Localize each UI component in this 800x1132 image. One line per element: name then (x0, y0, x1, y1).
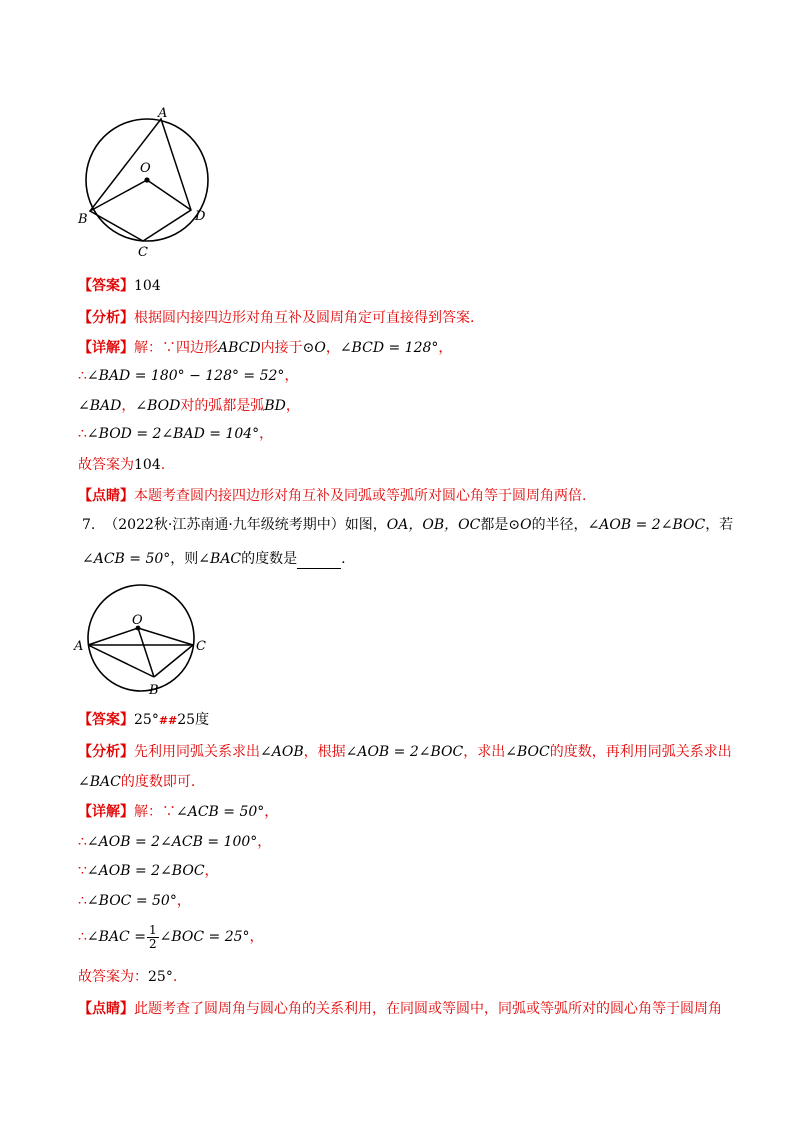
question-text: （2022秋·江苏南通·九年级统考期中）如图， (104, 517, 387, 533)
answer-value: 25° (134, 712, 159, 728)
therefore-symbol: ∴ (78, 929, 87, 945)
label-a: A (74, 639, 84, 654)
analysis-text: ，求出 (463, 744, 506, 760)
punct: ， (284, 368, 299, 384)
answer-separator: ## (158, 714, 178, 727)
analysis-line-7-1 (78, 742, 732, 762)
punct: ， (285, 398, 300, 414)
math-angle-bad: ∠BAD (78, 398, 122, 414)
punct: ， (264, 804, 279, 820)
detail-line-6-1 (78, 338, 452, 358)
question-text: ，则 (170, 551, 199, 567)
answer-value: 104 (134, 278, 161, 294)
label-b: B (78, 212, 88, 227)
punct: ， (325, 340, 340, 356)
math-angle-aob-relation: ∠AOB = 2∠BOC (345, 744, 464, 760)
analysis-tag: 【分析】 (78, 744, 134, 760)
math-abcd: ABCD (218, 340, 261, 356)
answer-tag: 【答案】 (78, 278, 134, 294)
segment-bc (154, 645, 193, 677)
analysis-text: 先利用同弧关系求出 (134, 744, 260, 760)
comment-text: 此题考查了圆周角与圆心角的关系利用，在同圆或等圆中，同弧或等弧所对的圆心角等于圆周角 (134, 1001, 722, 1017)
figure-circle-aob (72, 582, 212, 702)
math-angle-acb: ∠ACB = 50° (176, 804, 265, 820)
comment-line-6 (78, 486, 586, 506)
punct: . (160, 457, 166, 473)
analysis-text: ，根据 (303, 744, 346, 760)
question-text: 都是 (480, 517, 509, 533)
analysis-text: 的度数，再利用同弧关系求出 (549, 744, 732, 760)
segment-ob (90, 180, 147, 211)
because-symbol: ∵ (78, 863, 87, 879)
math-radii: OA，OB，OC (386, 517, 481, 533)
punct: . (172, 969, 178, 985)
answer-value: 25 (177, 712, 196, 728)
label-o: O (132, 613, 143, 628)
fraction-one-half (147, 924, 159, 951)
question-text: 的半径， (531, 517, 588, 533)
label-d: D (195, 209, 206, 224)
question-text: 的度数是 (241, 551, 298, 567)
math-angle-bac: ∠BAC = (86, 929, 146, 945)
punct: ， (259, 426, 274, 442)
analysis-line-7-2 (78, 772, 195, 792)
detail-text: 故答案为： (78, 969, 148, 985)
punct: ， (204, 863, 219, 879)
math-angle-boc: ∠BOC (505, 744, 550, 760)
detail-line-6-3 (78, 396, 300, 416)
therefore-symbol: ∴ (78, 426, 87, 442)
fraction-numerator: 1 (148, 922, 157, 937)
therefore-symbol: ∴ (78, 893, 87, 909)
punct: ， (438, 340, 453, 356)
math-angle-bad: ∠BAD = 180° − 128° = 52° (86, 368, 285, 384)
question-number: 7. (82, 517, 96, 533)
answer-line-7 (78, 710, 209, 731)
math-angle-bod: ∠BOD (135, 398, 181, 414)
question-7-line-1 (82, 515, 733, 535)
detail-line-6-4 (78, 424, 273, 444)
label-b: B (149, 683, 159, 698)
punct: ， (257, 834, 272, 850)
segment-ab (88, 645, 154, 677)
question-7-line-2 (82, 549, 346, 569)
comment-text: 本题考查圆内接四边形对角互补及同弧或等弧所对圆心角等于圆周角两倍. (134, 488, 587, 504)
detail-text: 解：∵四边形 (134, 340, 218, 356)
question-text: ，若 (705, 517, 734, 533)
center-point (144, 177, 149, 182)
segment-oc (138, 628, 193, 645)
label-c: C (138, 245, 148, 260)
punct: . (341, 551, 346, 567)
answer-unit: 度 (195, 712, 210, 728)
detail-line-7-1 (78, 802, 278, 822)
math-arc-bd: BD (264, 398, 286, 414)
detail-line-7-5 (78, 920, 264, 954)
comment-tag: 【点睛】 (78, 1001, 134, 1017)
punct: ， (176, 893, 191, 909)
math-angle-bcd: ∠BCD = 128° (339, 340, 439, 356)
detail-tag: 【详解】 (78, 804, 134, 820)
segment-oa (88, 628, 138, 645)
label-c: C (196, 639, 206, 654)
fraction-denominator: 2 (148, 936, 157, 951)
math-angle-bod: ∠BOD = 2∠BAD = 104° (86, 426, 260, 442)
detail-line-6-2 (78, 366, 298, 386)
math-angle-bac: ∠BAC (78, 774, 121, 790)
punct: ， (121, 398, 136, 414)
answer-value: 25° (148, 969, 173, 985)
math-circle-o: ⊙O (302, 340, 326, 356)
therefore-symbol: ∴ (78, 834, 87, 850)
punct: ， (249, 929, 264, 945)
analysis-line-6 (78, 308, 474, 328)
math-angle-acb: ∠ACB = 50° (82, 551, 171, 567)
quadrilateral-abcd (90, 119, 191, 241)
answer-line-6 (78, 276, 161, 296)
detail-line-7-2 (78, 832, 271, 852)
label-o: O (140, 161, 151, 176)
math-angle-bac: ∠BAC (198, 551, 242, 567)
math-angle-boc: ∠BOC = 25° (159, 929, 250, 945)
detail-tag: 【详解】 (78, 340, 134, 356)
math-angle-aob: ∠AOB = 2∠BOC (587, 517, 706, 533)
figure-cyclic-quadrilateral (74, 104, 224, 260)
detail-text: 内接于 (260, 340, 303, 356)
detail-line-7-3 (78, 861, 219, 881)
segment-od (147, 180, 191, 210)
detail-line-6-5 (78, 455, 165, 475)
comment-tag: 【点睛】 (78, 488, 134, 504)
label-a: A (158, 106, 168, 121)
comment-line-7 (78, 999, 722, 1019)
detail-line-7-6 (78, 967, 177, 987)
math-circle-o: ⊙O (508, 517, 532, 533)
answer-blank (297, 554, 341, 569)
math-angle-boc: ∠BOC = 50° (86, 893, 177, 909)
answer-value: 104 (134, 457, 161, 473)
detail-text: 对的弧都是弧 (180, 398, 265, 414)
analysis-tag: 【分析】 (78, 310, 134, 326)
therefore-symbol: ∴ (78, 368, 87, 384)
answer-tag: 【答案】 (78, 712, 134, 728)
math-angle-aob: ∠AOB (260, 744, 304, 760)
detail-text: 解：∵ (134, 804, 176, 820)
analysis-text: 的度数即可. (120, 774, 196, 790)
detail-text: 故答案为 (78, 457, 134, 473)
detail-line-7-4 (78, 891, 191, 911)
math-angle-aob: ∠AOB = 2∠ACB = 100° (86, 834, 258, 850)
analysis-text: 根据圆内接四边形对角互补及圆周角定可直接得到答案. (134, 310, 475, 326)
math-angle-aob-relation: ∠AOB = 2∠BOC (86, 863, 205, 879)
